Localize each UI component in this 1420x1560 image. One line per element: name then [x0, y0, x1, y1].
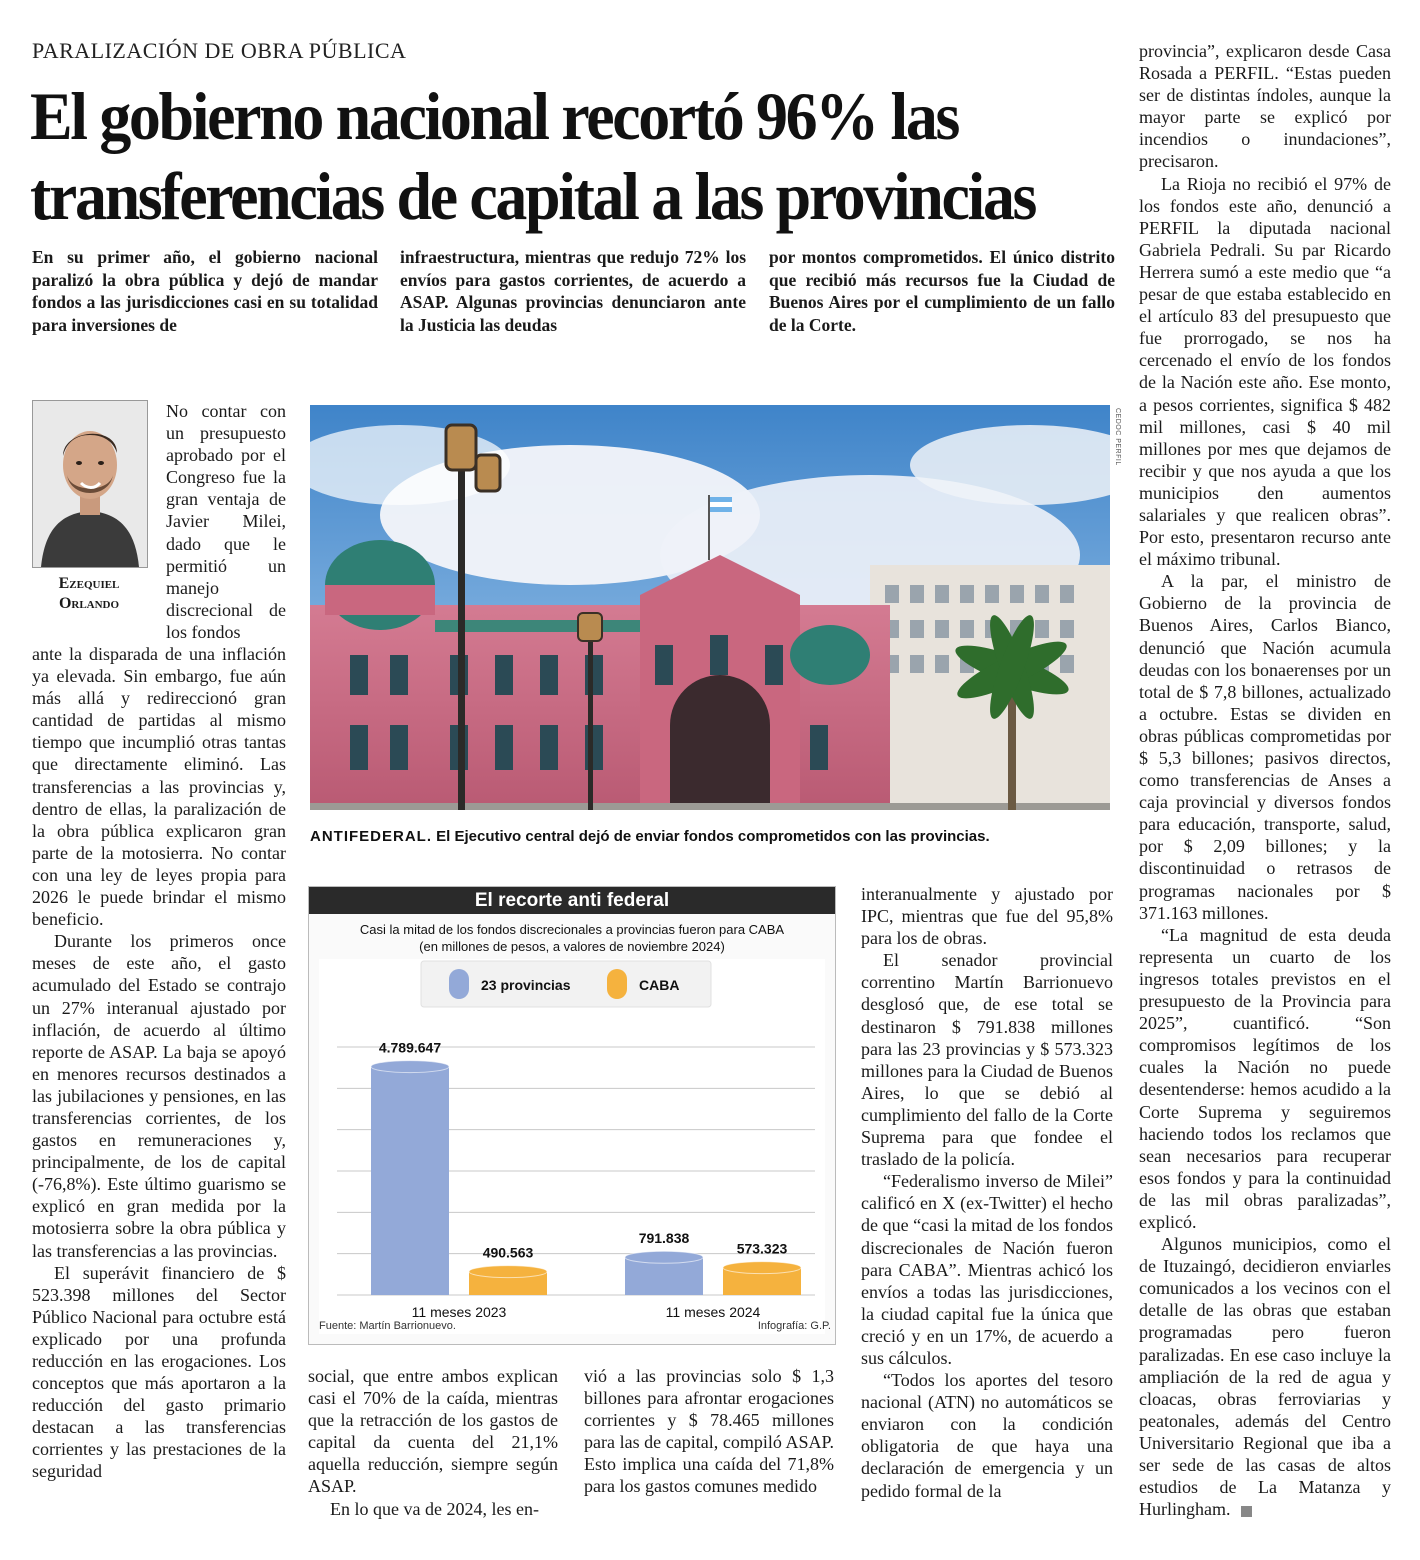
headline-line-2: transferencias de capital a las provincias	[30, 158, 1036, 234]
lead-part-2: infraestructura, mientras que redujo 72% los envíos para gastos corrientes, de acuerdo a ASAP. Algunas provincias denunciaron ante la Justicia las deudas	[400, 247, 746, 335]
column-5-paragraph-3: A la par, el ministro de Gobierno de la provincia de Buenos Aires, Carlos Bianco, denunció que Nación acumula deudas con los bonaerenses por un total de $ 7,8 billones, actualizado a octubre. Estas se dividen en obras públicas comprometidas por $ 5,3 billones; pasivos directos, como transferencias de Anses a caja provincial y diversos fondos para educación, transporte, salud, por $ 2,09 billones; y la discontinuidad o retrasos de programas nacionales por $ 371.163 millones.	[1139, 571, 1391, 923]
caption-text: El Ejecutivo central dejó de enviar fondos comprometidos con las provincias.	[432, 828, 990, 845]
column-3-paragraph-1: vió a las provincias solo $ 1,3 billones para afrontar erogaciones corrientes y $ 78.465 millones para las de capital, compiló ASAP. Esto implica una caída del 71,8% para los gastos comunes medido	[584, 1366, 834, 1497]
bar-cap	[723, 1262, 801, 1274]
column-2	[308, 1365, 558, 1545]
column-4	[861, 883, 1113, 1543]
bar-chart	[309, 959, 835, 1344]
photo-caption	[310, 828, 1130, 845]
category-label: 11 meses 2023	[411, 1304, 507, 1320]
legend-label: CABA	[639, 977, 680, 993]
column-5-paragraph-2: La Rioja no recibió el 97% de los fondos este año, denunció a PERFIL la diputada nacional Gabriela Pedrali. Su par Ricardo Herrera sumó a este medio que “a pesar de que estaba establecido en el artículo 83 del presupuesto que fue prorrogado, se nos ha cercenado el envío de los fondos de la Nación este año. Ese monto, a pesos corrientes, significa $ 482 mil millones, casi $ 40 mil millones por mes que dejamos de recibir y que nos ayuda a que los municipios den aumentos salariales y que realicen obras”. Por esto, presentaron recurso ante el máximo tribunal.	[1139, 173, 1391, 570]
column-4-paragraph-2: El senador provincial correntino Martín Barrionuevo desglosó que, de ese total se destinaron $ 791.838 millones para las 23 provincias y $ 573.323 millones para la Ciudad de Buenos Aires, lo que se debió al cumplimiento del fallo de la Corte Suprema para que fondee el traslado de la policía.	[861, 950, 1113, 1170]
headline-line-1: El gobierno nacional recortó 96% las	[30, 78, 959, 154]
infographic-subtitle-block	[309, 921, 835, 955]
end-of-article-square-icon	[1241, 1506, 1252, 1517]
column-4-paragraph-3: “Federalismo inverso de Milei” calificó en X (ex-Twitter) el hecho de que “casi la mitad de los fondos discrecionales de Nación fueron para CABA”. Mientras achicó los envíos a todas las jurisdicciones, la ciudad capital fue la única que creció y en un 17%, de acuerdo a sus cálculos.	[861, 1171, 1113, 1368]
column-5-paragraph-4: “La magnitud de esta deuda representa un cuarto de los ingresos totales previstos en el presupuesto de la Provincia para 2025”, cuantificó. “Son compromisos legítimos de los cuales la Nación no puede desentenderse: hemos acudido a la Corte Suprema y seguiremos haciendo todos los reclamos que sean necesarios para recuperar esos fondos y para la continuidad de las mil obras paralizadas”, explicó.	[1139, 924, 1391, 1232]
column-5-paragraph-1: provincia”, explicaron desde Casa Rosada a PERFIL. “Estas pueden ser de distintas índoles, aunque la mayor parte se explicó por incendios o inundaciones”, precisaron.	[1139, 41, 1391, 172]
infographic-subtitle: Casi la mitad de los fondos discrecionales a provincias fueron para CABA	[359, 922, 785, 937]
author-photo	[32, 400, 148, 568]
column-1-intro	[166, 400, 286, 642]
column-4-paragraph-4: “Todos los aportes del tesoro nacional (ATN) no automáticos se enviaron con la condición obligatoria de que haya una declaración de emergencia y un pedido formal de la	[861, 1370, 1113, 1501]
infographic-units: (en millones de pesos, a valores de noviembre 2024)	[419, 939, 725, 954]
bar-value-label: 4.789.647	[378, 1039, 442, 1056]
bar-cap	[469, 1266, 547, 1278]
column-1	[32, 643, 286, 1543]
chart-source: Fuente: Martín Barrionuevo.	[319, 1320, 456, 1332]
column-2-paragraph-2: En lo que va de 2024, les en-	[330, 1498, 539, 1519]
column-5-paragraph-5-text: Algunos municipios, como el de Ituzaingó, decidieron enviarles comunicados a los vecinos con el detalle de las obras que estaban programadas pero fueron paralizadas. En ese caso incluye la ampliación de la red de agua y cloacas, obras ferroviarias y peatonales, además del Centro Universitario Regional que iba a ser sede de las casas de altos estudios de La Matanza y Hurlingham.	[1139, 1234, 1391, 1520]
category-label: 11 meses 2024	[665, 1304, 761, 1320]
column-3	[584, 1365, 834, 1545]
legend-swatch	[449, 969, 469, 999]
column-1-paragraph-2: Durante los primeros once meses de este año, el gasto acumulado del Estado se contrajo un 27% interanual ajustado por inflación, de acuerdo al último reporte de ASAP. La baja se apoyó en menores recursos destinados a las jubilaciones y pensiones, en las transferencias corrientes, de los gastos en remuneraciones y, principalmente, de los de capital (-76,8%). Este último guarismo se explicó en gran medida por la motosierra sobre la obra pública y las transferencias a las provincias.	[32, 931, 286, 1261]
column-1-intro-text: No contar con un presupuesto aprobado por el Congreso fue la gran ventaja de Javier Milei, dado que le permitió un manejo discrecional de los fondos	[166, 401, 286, 642]
bar-value-label: 573.323	[736, 1240, 788, 1257]
headline	[30, 76, 1064, 236]
bar	[371, 1067, 449, 1295]
bar-cap	[371, 1061, 449, 1073]
chart-credit: Infografía: G.P.	[757, 1320, 831, 1332]
lead-part-1: En su primer año, el gobierno nacional paralizó la obra pública y dejó de mandar fondos a las jurisdicciones casi en su totalidad para inversiones de	[32, 247, 378, 335]
column-5	[1139, 40, 1391, 1545]
bar-cap	[625, 1251, 703, 1263]
author-name	[32, 574, 146, 614]
caption-head: ANTIFEDERAL.	[310, 828, 432, 845]
photo-credit: CEDOC PERFIL	[1114, 408, 1121, 466]
column-4-paragraph-1: interanualmente y ajustado por IPC, mientras que fue del 95,8% para los de obras.	[861, 884, 1113, 949]
column-1-continued-text: ante la disparada de una inflación ya elevada. Sin embargo, fue aún más allá y redireccionó gran cantidad de partidas al mismo tiempo que incumplió otras tantas que directamente eliminó. Las transferencias a las provincias y, dentro de ellas, la paralización de la obra pública explicaron gran parte de la motosierra. No contar con una ley de leyes propia para 2026 le puede brindar el mismo beneficio.	[32, 644, 286, 930]
author-first-name: Ezequiel	[58, 575, 120, 592]
author-last-name: Orlando	[58, 595, 120, 612]
bar-value-label: 791.838	[638, 1230, 690, 1247]
column-2-paragraph-1: social, que entre ambos explican casi el 70% de la caída, mientras que la retracción de los gastos de capital da cuenta del 21,1% aquella reducción, siempre según ASAP.	[308, 1366, 558, 1497]
casa-rosada-photo	[310, 405, 1110, 810]
column-5-paragraph-5	[1139, 1233, 1391, 1520]
bar-value-label: 490.563	[482, 1244, 534, 1261]
infographic-title: El recorte anti federal	[309, 887, 835, 914]
legend-swatch	[607, 969, 627, 999]
section-kicker: PARALIZACIÓN DE OBRA PÚBLICA	[32, 38, 407, 63]
infographic	[308, 886, 836, 1345]
column-1-paragraph-3: El superávit financiero de $ 523.398 millones del Sector Público Nacional para octubre está explicado por una profunda reducción en las erogaciones. Los conceptos que más aportaron a la reducción del gasto primario destacan a las transferencias corrientes y las prestaciones de la seguridad	[32, 1262, 286, 1482]
lead-part-3: por montos comprometidos. El único distrito que recibió más recursos fue la Ciudad de Buenos Aires por el cumplimiento de un fallo de la Corte.	[769, 247, 1115, 335]
legend-label: 23 provincias	[481, 977, 571, 993]
